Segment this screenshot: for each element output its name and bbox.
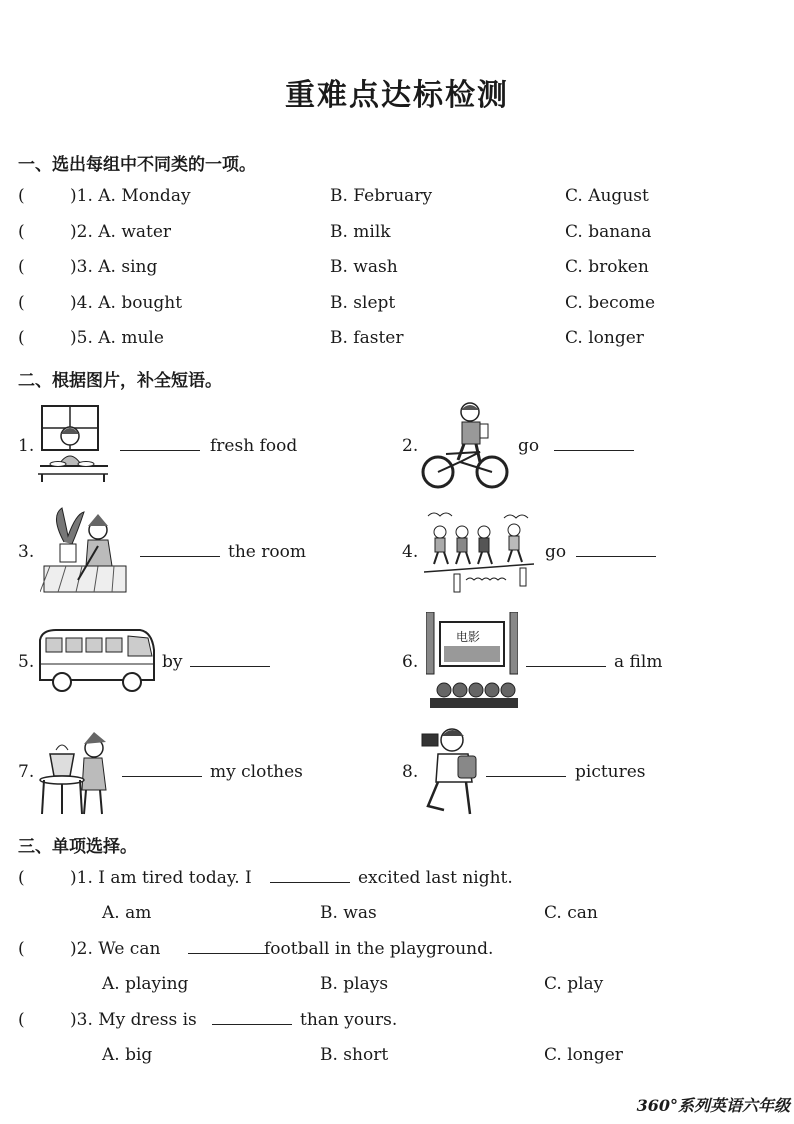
s3-question-1 xyxy=(18,868,778,894)
s1-question-4 xyxy=(18,293,778,319)
s1-q5-option-c: C. longer xyxy=(565,328,644,348)
s1-q3-option-b: B. wash xyxy=(330,257,398,277)
bus-icon xyxy=(36,626,156,694)
s3-q3-blank[interactable] xyxy=(212,1010,298,1030)
s2-item-5-before: by xyxy=(162,652,183,672)
s3-q1-options xyxy=(18,903,778,929)
s1-q2-text: )2. A. water xyxy=(70,222,172,242)
page-title: 重难点达标检测 xyxy=(285,78,509,113)
s2-item-4-blank[interactable] xyxy=(570,542,662,562)
boy-camera-icon xyxy=(418,726,484,818)
s3-q1-option-a: A. am xyxy=(102,903,152,923)
girl-eating-icon xyxy=(36,404,112,484)
s3-q2-option-a: A. playing xyxy=(102,974,189,994)
s1-q4-option-c: C. become xyxy=(565,293,656,313)
s3-q2-stem-end: football in the playground. xyxy=(264,939,494,959)
s3-q2-option-c: C. play xyxy=(544,974,604,994)
s1-q1-option-c: C. August xyxy=(565,186,649,206)
s3-q1-stem-start: )1. I am tired today. I xyxy=(70,868,252,888)
s1-question-2 xyxy=(18,222,778,248)
answer-paren-left: ( xyxy=(18,328,25,348)
s1-q2-option-b: B. milk xyxy=(330,222,391,242)
answer-paren-left: ( xyxy=(18,939,25,959)
s3-q1-stem-end: excited last night. xyxy=(358,868,513,888)
section1-heading: 一、选出每组中不同类的一项。 xyxy=(18,155,256,175)
s1-question-1 xyxy=(18,186,778,212)
girl-washing-icon xyxy=(36,730,112,818)
s2-item-2-before: go xyxy=(518,436,540,456)
s3-q2-stem-start: )2. We can xyxy=(70,939,161,959)
s2-item-2-blank[interactable] xyxy=(548,436,640,456)
s3-q3-options xyxy=(18,1045,778,1071)
s1-q3-text: )3. A. sing xyxy=(70,257,158,277)
s2-item-8-blank[interactable] xyxy=(486,762,572,782)
s1-q5-option-b: B. faster xyxy=(330,328,404,348)
s3-q3-stem-end: than yours. xyxy=(300,1010,398,1030)
s1-question-3 xyxy=(18,257,778,283)
children-running-icon xyxy=(424,510,534,596)
s3-q1-option-c: C. can xyxy=(544,903,598,923)
cinema-icon xyxy=(426,612,518,710)
answer-paren-left: ( xyxy=(18,868,25,888)
s1-q3-option-c: C. broken xyxy=(565,257,649,277)
s3-question-3 xyxy=(18,1010,778,1036)
s1-q4-option-b: B. slept xyxy=(330,293,396,313)
cinema-sign-text: 电影 xyxy=(456,630,481,644)
section2-heading: 二、根据图片，补全短语。 xyxy=(18,371,222,391)
s2-item-4-before: go xyxy=(545,542,567,562)
s2-item-5-blank[interactable] xyxy=(184,652,276,672)
footer-series-label: 360°系列英语六年级 xyxy=(636,1096,790,1115)
s2-item-3-after: the room xyxy=(228,542,306,562)
s2-item-3-blank[interactable] xyxy=(140,542,226,562)
s3-q3-stem-start: )3. My dress is xyxy=(70,1010,197,1030)
answer-paren-left: ( xyxy=(18,1010,25,1030)
s3-q3-option-c: C. longer xyxy=(544,1045,623,1065)
s3-q3-option-a: A. big xyxy=(102,1045,153,1065)
s2-item-6-blank[interactable] xyxy=(526,652,612,672)
s2-item-8-after: pictures xyxy=(575,762,646,782)
s2-item-7-number: 7. xyxy=(18,762,35,782)
s3-q3-option-b: B. short xyxy=(320,1045,389,1065)
s2-item-1-after: fresh food xyxy=(210,436,298,456)
s3-question-2 xyxy=(18,939,778,965)
boy-cycling-icon xyxy=(420,400,512,492)
girl-cleaning-icon xyxy=(40,506,130,594)
s2-item-1-blank[interactable] xyxy=(120,436,206,456)
s3-q1-option-b: B. was xyxy=(320,903,377,923)
s1-q4-text: )4. A. bought xyxy=(70,293,183,313)
s2-item-5-number: 5. xyxy=(18,652,35,672)
s1-q5-text: )5. A. mule xyxy=(70,328,164,348)
section3-heading: 三、单项选择。 xyxy=(18,837,137,857)
s2-item-6-number: 6. xyxy=(402,652,419,672)
s2-item-7-after: my clothes xyxy=(210,762,303,782)
s2-item-4-number: 4. xyxy=(402,542,419,562)
s2-item-3-number: 3. xyxy=(18,542,35,562)
s2-item-8-number: 8. xyxy=(402,762,419,782)
s3-q2-option-b: B. plays xyxy=(320,974,389,994)
s2-item-6-after: a film xyxy=(614,652,663,672)
s1-q2-option-c: C. banana xyxy=(565,222,652,242)
s2-item-1-number: 1. xyxy=(18,436,35,456)
s3-q2-blank[interactable] xyxy=(188,939,274,959)
s1-q1-text: )1. A. Monday xyxy=(70,186,191,206)
s1-q1-option-b: B. February xyxy=(330,186,433,206)
s2-item-2-number: 2. xyxy=(402,436,419,456)
answer-paren-left: ( xyxy=(18,293,25,313)
s3-q1-blank[interactable] xyxy=(270,868,356,888)
answer-paren-left: ( xyxy=(18,186,25,206)
answer-paren-left: ( xyxy=(18,257,25,277)
s3-q2-options xyxy=(18,974,778,1000)
s2-item-7-blank[interactable] xyxy=(122,762,208,782)
answer-paren-left: ( xyxy=(18,222,25,242)
s1-question-5 xyxy=(18,328,778,354)
